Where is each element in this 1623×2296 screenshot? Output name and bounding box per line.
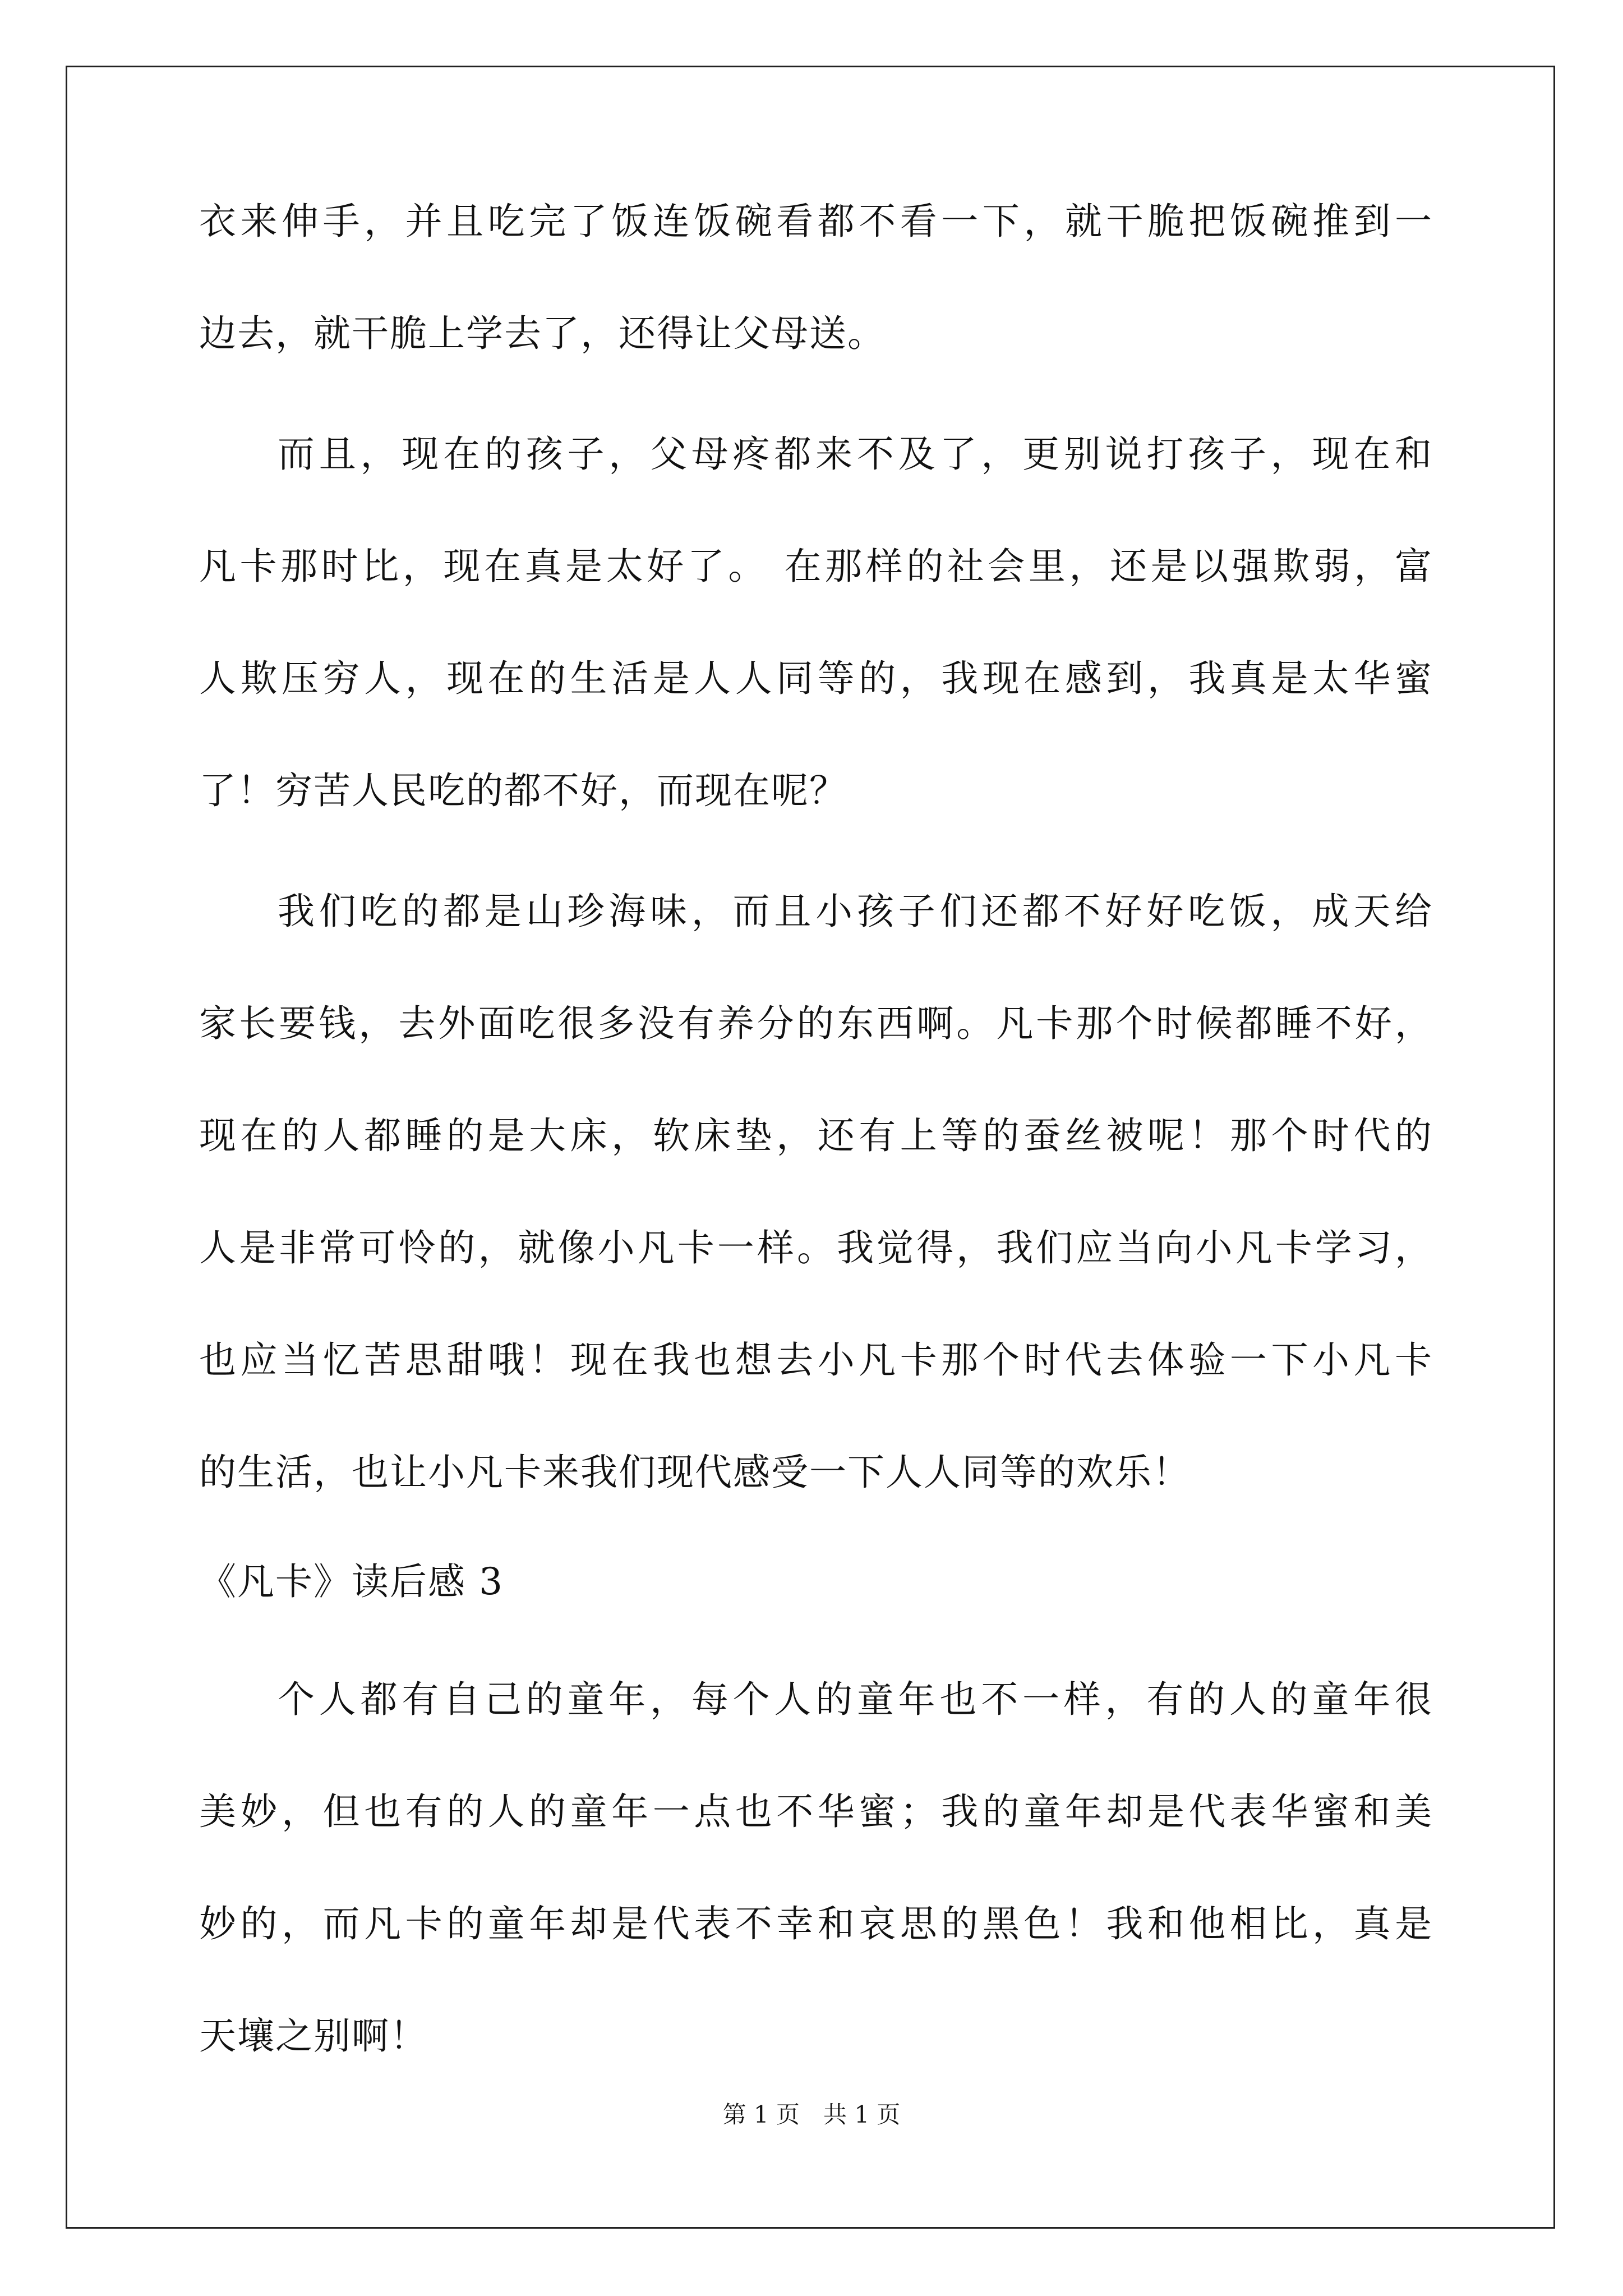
text-line: 现在的人都睡的是大床，软床垫，还有上等的蚕丝被呢！那个时代的 [199, 1114, 1433, 1157]
text-line: 了！穷苦人民吃的都不好，而现在呢？ [199, 769, 847, 812]
text-line: 衣来伸手，并且吃完了饭连饭碗看都不看一下，就干脆把饭碗推到一 [199, 200, 1433, 243]
paragraph-first-line: 个人都有自己的童年，每个人的童年也不一样，有的人的童年很 [278, 1678, 1433, 1721]
page-footer: 第 1 页 共 1 页 [722, 2101, 901, 2128]
text-line: 妙的，而凡卡的童年却是代表不幸和哀思的黑色！我和他相比，真是 [199, 1902, 1433, 1945]
section-heading: 《凡卡》读后感 3 [199, 1560, 504, 1603]
text-line: 也应当忆苦思甜哦！现在我也想去小凡卡那个时代去体验一下小凡卡 [199, 1338, 1433, 1382]
text-line: 人欺压穷人，现在的生活是人人同等的，我现在感到，我真是太华蜜 [199, 657, 1433, 700]
text-line: 天壤之别啊！ [199, 2014, 428, 2058]
paragraph-first-line: 而且，现在的孩子，父母疼都来不及了，更别说打孩子，现在和 [278, 432, 1433, 476]
text-line: 凡卡那时比，现在真是太好了。 在那样的社会里，还是以强欺弱，富 [199, 545, 1433, 588]
text-line: 美妙，但也有的人的童年一点也不华蜜；我的童年却是代表华蜜和美 [199, 1790, 1433, 1833]
text-line: 的生活，也让小凡卡来我们现代感受一下人人同等的欢乐！ [199, 1451, 1191, 1494]
text-line: 边去，就干脆上学去了，还得让父母送。 [199, 312, 886, 355]
text-line: 人是非常可怜的，就像小凡卡一样。我觉得，我们应当向小凡卡学习， [199, 1226, 1433, 1269]
paragraph-first-line: 我们吃的都是山珍海味，而且小孩子们还都不好好吃饭，成天给 [278, 890, 1433, 933]
text-line: 家长要钱，去外面吃很多没有养分的东西啊。凡卡那个时候都睡不好， [199, 1002, 1433, 1045]
